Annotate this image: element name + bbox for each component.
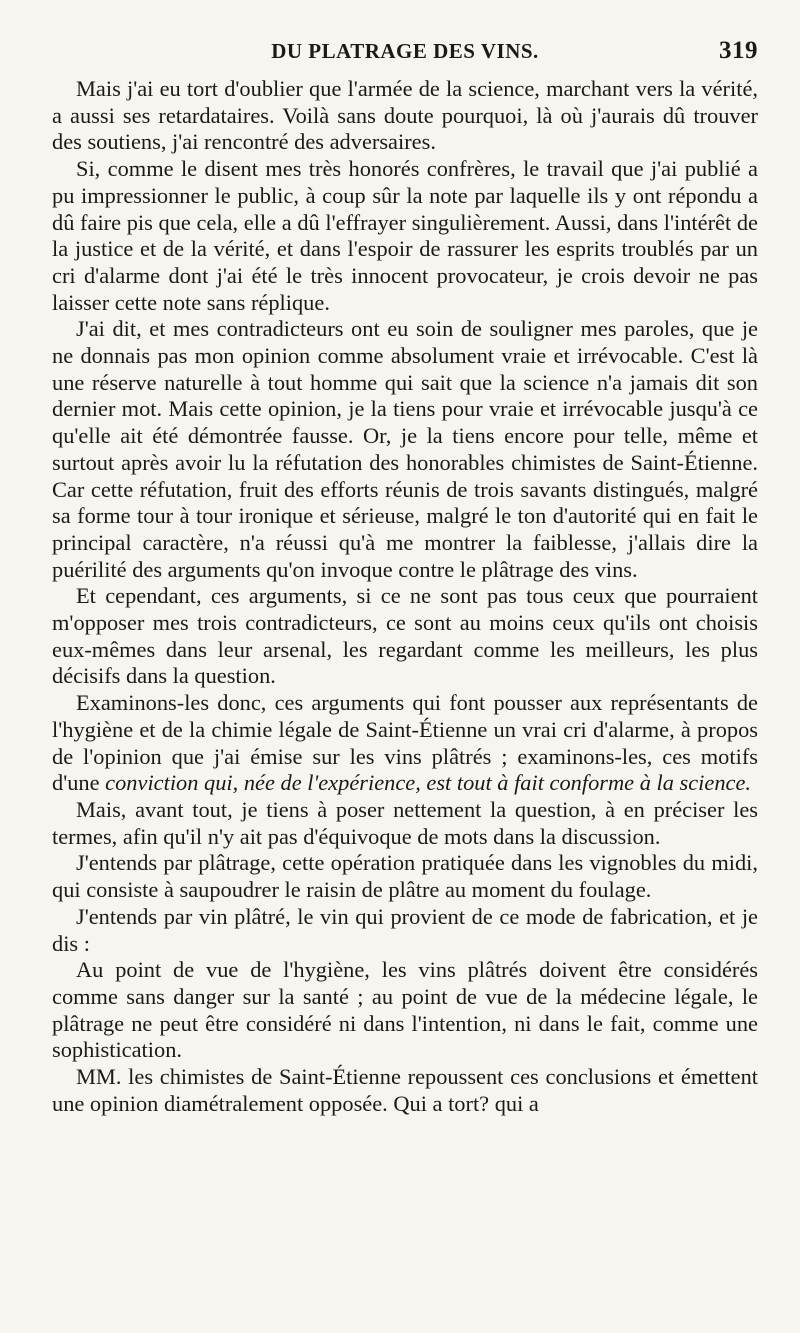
book-page [52,34,758,1304]
paragraph: Si, comme le disent mes très honorés confrères, le travail que j'ai publié a pu impressionner le public, à coup sûr la note par laquelle ils y ont répondu a dû faire pis que cela, elle a dû l'effrayer singulièrement. Aussi, dans l'intérêt de la justice et de la vérité, et dans l'espoir de rassurer les esprits troublés par un cri d'alarme dont j'ai été le très innocent provocateur, je crois devoir ne pas laisser cette note sans réplique. [52,156,758,315]
paragraph-with-quote [52,690,758,797]
running-title: DU PLATRAGE DES VINS. [271,39,539,63]
paragraph: Et cependant, ces arguments, si ce ne sont pas tous ceux que pourraient m'opposer mes trois contradicteurs, ce sont au moins ceux qu'ils ont choisis eux-mêmes dans leur arsenal, les regardant comme les meilleurs, les plus décisifs dans la question. [52,583,758,689]
paragraph-text: Examinons-les donc, ces arguments qui font pousser aux représentants de l'hygiène et de la chimie légale de Saint-Étienne un vrai cri d'alarme, à propos de l'opinion que j'ai émise sur les vins plâtrés ; examinons-les, ces motifs d'une [52,690,758,796]
paragraph: J'ai dit, et mes contradicteurs ont eu soin de souligner mes paroles, que je ne donnais pas mon opinion comme absolument vraie et irrévocable. C'est là une réserve naturelle à tout homme qui sait que la science n'a jamais dit son dernier mot. Mais cette opinion, je la tiens pour vraie et irrévocable jusqu'à ce qu'elle ait été démontrée fausse. Or, je la tiens encore pour telle, même et surtout après avoir lu la réfutation des honorables chimistes de Saint-Étienne. Car cette réfutation, fruit des efforts réunis de trois savants distingués, malgré sa forme tour à tour ironique et sérieuse, malgré le ton d'autorité qui en fait le principal caractère, n'a réussi qu'à me montrer la faiblesse, j'allais dire la puérilité des arguments qu'on invoque contre le plâtrage des vins. [52,316,758,582]
body-text [52,76,758,1117]
paragraph: Mais j'ai eu tort d'oublier que l'armée de la science, marchant vers la vérité, a aussi ses retardataires. Voilà sans doute pourquoi, là où j'aurais dû trouver des soutiens, j'ai rencontré des adversaires. [52,76,758,155]
paragraph: Au point de vue de l'hygiène, les vins plâtrés doivent être considérés comme sans danger sur la santé ; au point de vue de la médecine légale, le plâtrage ne peut être considéré ni dans l'intention, ni dans le fait, comme une sophistication. [52,957,758,1063]
page-number: 319 [719,37,758,64]
italic-quote: conviction qui, née de l'expérience, est tout à fait conforme à la science. [105,770,751,796]
paragraph: J'entends par vin plâtré, le vin qui provient de ce mode de fabrication, et je dis : [52,903,758,956]
running-head [52,34,758,68]
paragraph: J'entends par plâtrage, cette opération pratiquée dans les vignobles du midi, qui consiste à saupoudrer le raisin de plâtre au moment du foulage. [52,850,758,903]
paragraph: Mais, avant tout, je tiens à poser nettement la question, à en préciser les termes, afin qu'il n'y ait pas d'équivoque de mots dans la discussion. [52,796,758,849]
paragraph: MM. les chimistes de Saint-Étienne repoussent ces conclusions et émettent une opinion diamétralement opposée. Qui a tort? qui a [52,1064,758,1116]
